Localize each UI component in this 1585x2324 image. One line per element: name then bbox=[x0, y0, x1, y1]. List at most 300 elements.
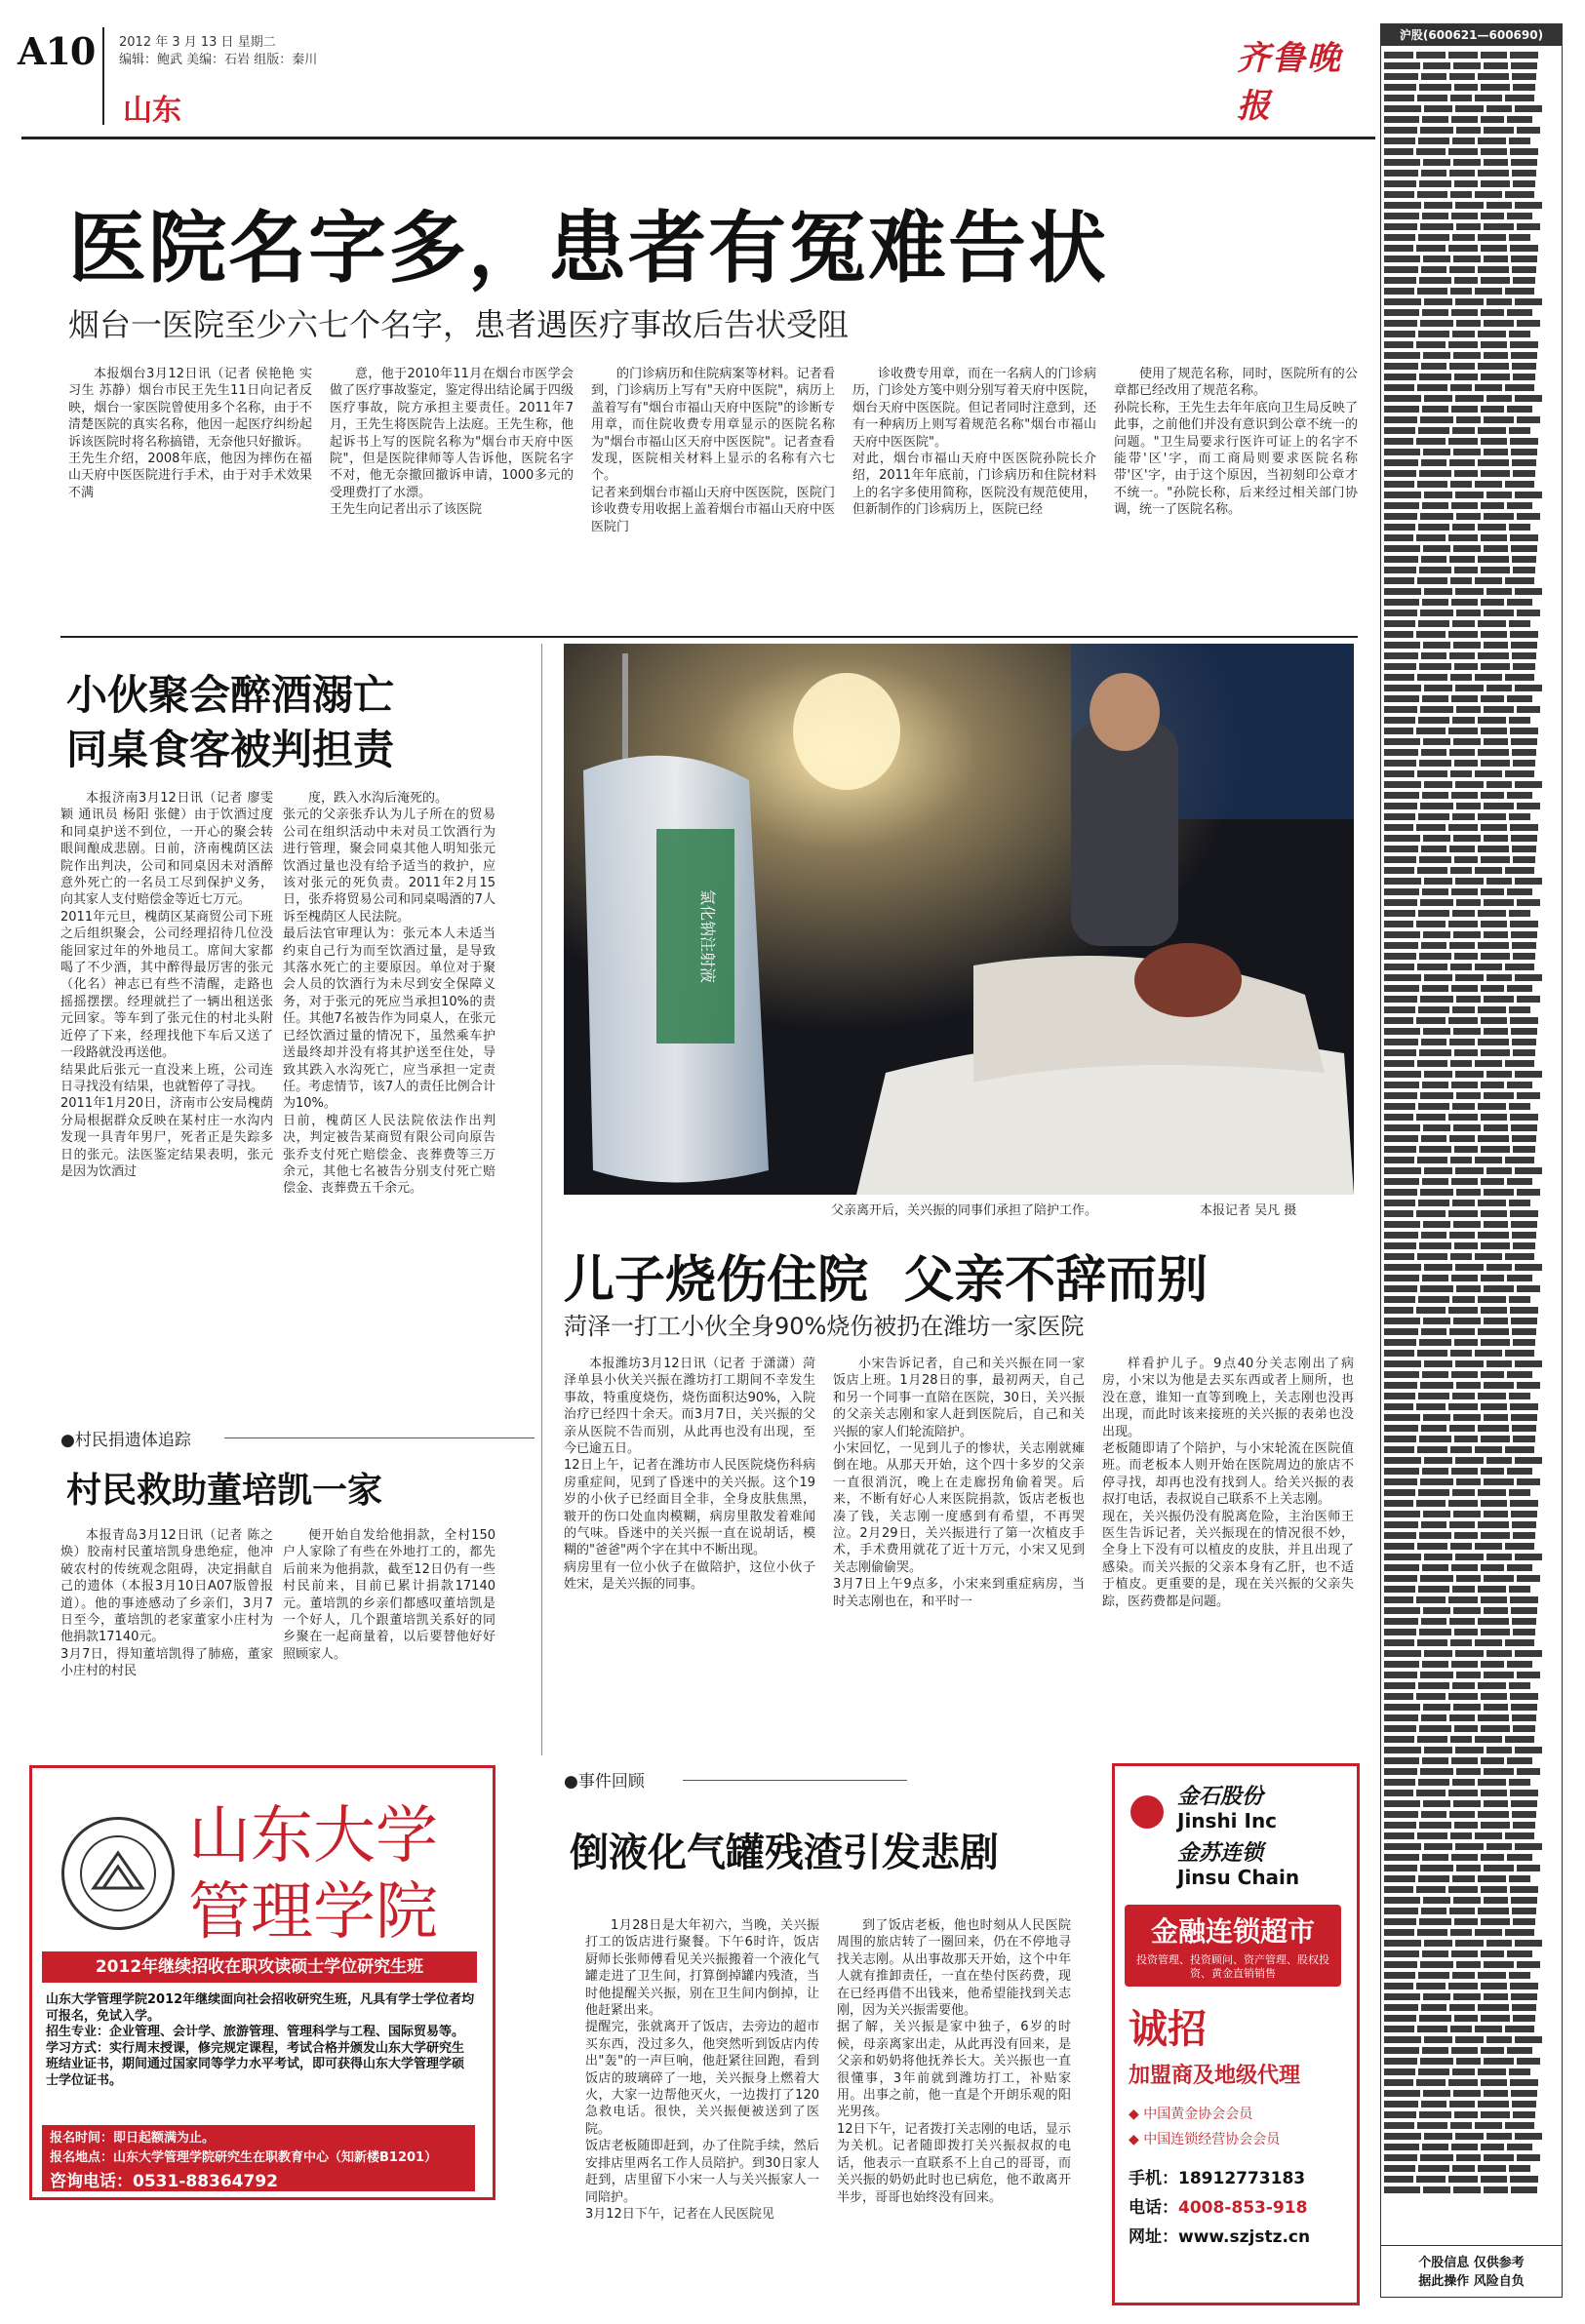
stock-cell-placeholder bbox=[1451, 1468, 1478, 1475]
stock-cell-placeholder bbox=[1454, 760, 1478, 767]
jinshi-logo-icon bbox=[1130, 1795, 1164, 1829]
stock-cell-placeholder bbox=[1515, 1747, 1542, 1753]
stock-cell-placeholder bbox=[1452, 2165, 1475, 2172]
stock-cell-placeholder bbox=[1507, 695, 1532, 702]
stock-row bbox=[1384, 768, 1559, 779]
stock-cell-placeholder bbox=[1481, 2047, 1504, 2054]
stock-cell-placeholder bbox=[1418, 813, 1449, 820]
stock-row bbox=[1384, 1477, 1559, 1487]
stock-cell-placeholder bbox=[1478, 138, 1506, 144]
stock-cell-placeholder bbox=[1448, 728, 1478, 734]
stock-cell-placeholder bbox=[1384, 652, 1418, 659]
stock-cell-placeholder bbox=[1481, 663, 1510, 670]
stock-cell-placeholder bbox=[1510, 1114, 1538, 1121]
iv-bag-label: 氯化钠注射液 bbox=[698, 888, 717, 984]
stock-cell-placeholder bbox=[1384, 52, 1413, 59]
stock-cell-placeholder bbox=[1511, 1511, 1537, 1517]
stock-cell-placeholder bbox=[1454, 2111, 1478, 2118]
stock-cell-placeholder bbox=[1451, 502, 1478, 509]
ad-university-title-2: 管理学院 bbox=[188, 1876, 438, 1949]
stock-cell-placeholder bbox=[1448, 2176, 1478, 2183]
stock-cell-placeholder bbox=[1452, 1682, 1475, 1689]
stock-cell-placeholder bbox=[1478, 266, 1509, 273]
stock-cell-placeholder bbox=[1486, 974, 1512, 981]
stock-cell-placeholder bbox=[1481, 438, 1507, 445]
stock-cell-placeholder bbox=[1481, 534, 1507, 541]
stock-cell-placeholder bbox=[1507, 599, 1532, 606]
stock-cell-placeholder bbox=[1384, 1983, 1413, 1989]
stock-row bbox=[1384, 876, 1559, 886]
jinshi-contacts bbox=[1129, 2164, 1345, 2252]
stock-cell-placeholder bbox=[1509, 2165, 1530, 2172]
stock-cell-placeholder bbox=[1515, 1650, 1542, 1657]
stock-cell-placeholder bbox=[1449, 1425, 1475, 1432]
stock-cell-placeholder bbox=[1384, 256, 1420, 262]
stock-cell-placeholder bbox=[1478, 2068, 1506, 2075]
stock-row bbox=[1384, 1241, 1559, 1251]
stock-row bbox=[1384, 1401, 1559, 1412]
stock-cell-placeholder bbox=[1517, 1189, 1540, 1196]
stock-cell-placeholder bbox=[1421, 652, 1446, 659]
stock-cell-placeholder bbox=[1478, 1425, 1509, 1432]
stock-cell-placeholder bbox=[1384, 1178, 1419, 1185]
stock-cell-placeholder bbox=[1421, 1811, 1446, 1818]
stock-cell-placeholder bbox=[1478, 170, 1509, 177]
stock-cell-placeholder bbox=[1481, 695, 1504, 702]
stock-cell-placeholder bbox=[1517, 1092, 1540, 1099]
stock-cell-placeholder bbox=[1384, 1071, 1421, 1078]
stock-cell-placeholder bbox=[1478, 813, 1506, 820]
stock-cell-placeholder bbox=[1510, 2079, 1538, 2086]
stock-row bbox=[1384, 865, 1559, 876]
stock-cell-placeholder bbox=[1423, 835, 1450, 842]
stock-row bbox=[1384, 511, 1559, 522]
stock-cell-placeholder bbox=[1450, 384, 1472, 391]
stock-cell-placeholder bbox=[1478, 1618, 1509, 1625]
story5-kicker-text: 事件回顾 bbox=[577, 1772, 645, 1792]
stock-row bbox=[1384, 1080, 1559, 1090]
stock-cell-placeholder bbox=[1418, 2068, 1449, 2075]
stock-cell-placeholder bbox=[1423, 1124, 1450, 1131]
stock-cell-placeholder bbox=[1475, 95, 1502, 101]
stock-cell-placeholder bbox=[1417, 867, 1447, 874]
stock-cell-placeholder bbox=[1420, 1768, 1453, 1775]
stock-cell-placeholder bbox=[1384, 105, 1421, 112]
stock-row bbox=[1384, 672, 1559, 683]
stock-cell-placeholder bbox=[1511, 2186, 1537, 2193]
stock-cell-placeholder bbox=[1423, 1800, 1450, 1807]
stock-cell-placeholder bbox=[1453, 1124, 1481, 1131]
stock-row bbox=[1384, 983, 1559, 994]
stock-cell-placeholder bbox=[1419, 277, 1451, 284]
stock-cell-placeholder bbox=[1486, 685, 1512, 691]
stock-cell-placeholder bbox=[1384, 620, 1415, 627]
stock-cell-placeholder bbox=[1512, 1521, 1536, 1528]
stock-cell-placeholder bbox=[1384, 148, 1413, 155]
stock-cell-placeholder bbox=[1517, 1285, 1540, 1292]
stock-cell-placeholder bbox=[1475, 481, 1502, 488]
stock-cell-placeholder bbox=[1384, 567, 1416, 573]
stock-cell-placeholder bbox=[1511, 62, 1537, 69]
stock-row bbox=[1384, 1627, 1559, 1637]
stock-cell-placeholder bbox=[1513, 856, 1535, 863]
stock-cell-placeholder bbox=[1481, 1564, 1504, 1571]
stock-cell-placeholder bbox=[1456, 996, 1481, 1003]
stock-cell-placeholder bbox=[1478, 1200, 1506, 1206]
stock-cell-placeholder bbox=[1486, 1650, 1512, 1657]
stock-cell-placeholder bbox=[1451, 1275, 1478, 1281]
stock-cell-placeholder bbox=[1418, 331, 1449, 337]
stock-cell-placeholder bbox=[1481, 1339, 1510, 1346]
stock-cell-placeholder bbox=[1481, 1790, 1507, 1796]
stock-cell-placeholder bbox=[1416, 148, 1446, 155]
stock-cell-placeholder bbox=[1513, 1436, 1535, 1442]
stock-cell-placeholder bbox=[1421, 846, 1446, 852]
stock-cell-placeholder bbox=[1510, 1693, 1538, 1700]
stock-cell-placeholder bbox=[1384, 524, 1415, 531]
stock-row bbox=[1384, 1916, 1559, 1927]
stock-cell-placeholder bbox=[1421, 1425, 1446, 1432]
stock-cell-placeholder bbox=[1517, 803, 1540, 809]
stock-row bbox=[1384, 1208, 1559, 1219]
stock-cell-placeholder bbox=[1484, 2090, 1508, 2097]
stock-row bbox=[1384, 1970, 1559, 1981]
stock-cell-placeholder bbox=[1455, 2036, 1484, 2043]
stock-cell-placeholder bbox=[1507, 1757, 1532, 1764]
stock-cell-placeholder bbox=[1423, 1993, 1450, 2000]
stock-cell-placeholder bbox=[1481, 888, 1504, 895]
stock-row bbox=[1384, 307, 1559, 318]
stock-cell-placeholder bbox=[1484, 545, 1508, 552]
stock-cell-placeholder bbox=[1453, 352, 1481, 359]
stock-cell-placeholder bbox=[1384, 599, 1419, 606]
stock-cell-placeholder bbox=[1484, 1382, 1514, 1389]
stock-cell-placeholder bbox=[1451, 695, 1478, 702]
stock-cell-placeholder bbox=[1419, 1822, 1451, 1829]
stock-cell-placeholder bbox=[1517, 1478, 1540, 1485]
stock-cell-placeholder bbox=[1384, 470, 1416, 477]
stock-cell-placeholder bbox=[1384, 931, 1420, 938]
stock-cell-placeholder bbox=[1486, 1554, 1512, 1560]
stock-row bbox=[1384, 1648, 1559, 1659]
stock-row bbox=[1384, 1659, 1559, 1670]
stock-cell-placeholder bbox=[1424, 1457, 1452, 1464]
stock-cell-placeholder bbox=[1420, 2154, 1453, 2161]
stock-cell-placeholder bbox=[1384, 1521, 1418, 1528]
stock-cell-placeholder bbox=[1478, 1489, 1506, 1496]
stock-cell-placeholder bbox=[1481, 1693, 1507, 1700]
stock-cell-placeholder bbox=[1384, 1436, 1416, 1442]
stock-cell-placeholder bbox=[1456, 706, 1481, 713]
stock-cell-placeholder bbox=[1484, 2186, 1508, 2193]
stock-row bbox=[1384, 1831, 1559, 1841]
stock-cell-placeholder bbox=[1511, 642, 1537, 649]
stock-cell-placeholder bbox=[1481, 1950, 1504, 1957]
stock-row bbox=[1384, 1745, 1559, 1755]
stock-cell-placeholder bbox=[1510, 921, 1538, 927]
stock-cell-placeholder bbox=[1453, 835, 1481, 842]
stock-cell-placeholder bbox=[1484, 1768, 1514, 1775]
stock-cell-placeholder bbox=[1512, 170, 1536, 177]
jinshi-member-2 bbox=[1129, 2129, 1280, 2148]
stock-row bbox=[1384, 1026, 1559, 1037]
stock-cell-placeholder bbox=[1478, 524, 1506, 531]
stock-cell-placeholder bbox=[1513, 470, 1535, 477]
stock-cell-placeholder bbox=[1475, 1832, 1502, 1839]
stock-cell-placeholder bbox=[1384, 1382, 1417, 1389]
stock-cell-placeholder bbox=[1507, 502, 1532, 509]
stock-cell-placeholder bbox=[1384, 1854, 1419, 1861]
stock-row bbox=[1384, 704, 1559, 715]
stock-row bbox=[1384, 919, 1559, 929]
stock-cell-placeholder bbox=[1419, 856, 1451, 863]
stock-cell-placeholder bbox=[1512, 1039, 1536, 1045]
stock-cell-placeholder bbox=[1450, 1543, 1472, 1550]
stock-row bbox=[1384, 1927, 1559, 1938]
stock-cell-placeholder bbox=[1422, 1468, 1448, 1475]
stock-cell-placeholder bbox=[1512, 1811, 1536, 1818]
stock-cell-placeholder bbox=[1449, 1135, 1475, 1142]
stock-cell-placeholder bbox=[1454, 567, 1478, 573]
stock-cell-placeholder bbox=[1513, 374, 1535, 380]
stock-cell-placeholder bbox=[1515, 878, 1542, 885]
stock-cell-placeholder bbox=[1484, 1993, 1508, 2000]
stock-cell-placeholder bbox=[1509, 1200, 1530, 1206]
stock-cell-placeholder bbox=[1421, 1908, 1446, 1914]
stock-cell-placeholder bbox=[1452, 234, 1475, 241]
stock-cell-placeholder bbox=[1384, 138, 1415, 144]
stock-cell-placeholder bbox=[1384, 1832, 1414, 1839]
stock-cell-placeholder bbox=[1384, 1950, 1419, 1957]
stock-row bbox=[1384, 1283, 1559, 1294]
stock-cell-placeholder bbox=[1384, 1039, 1418, 1045]
stock-cell-placeholder bbox=[1419, 180, 1451, 187]
stock-cell-placeholder bbox=[1420, 899, 1453, 906]
stock-row bbox=[1384, 2013, 1559, 2024]
stock-cell-placeholder bbox=[1505, 1446, 1534, 1453]
stock-cell-placeholder bbox=[1449, 652, 1475, 659]
stock-cell-placeholder bbox=[1448, 341, 1478, 348]
stock-cell-placeholder bbox=[1512, 363, 1536, 370]
stock-row bbox=[1384, 1530, 1559, 1541]
stock-cell-placeholder bbox=[1478, 1811, 1509, 1818]
stock-cell-placeholder bbox=[1420, 1382, 1453, 1389]
stock-row bbox=[1384, 790, 1559, 801]
stock-row bbox=[1384, 1605, 1559, 1616]
stock-cell-placeholder bbox=[1450, 1929, 1472, 1936]
stock-cell-placeholder bbox=[1478, 1586, 1506, 1593]
stock-row bbox=[1384, 1466, 1559, 1477]
stock-cell-placeholder bbox=[1507, 309, 1532, 316]
stock-cell-placeholder bbox=[1486, 105, 1512, 112]
stock-cell-placeholder bbox=[1424, 878, 1452, 885]
stock-row bbox=[1384, 200, 1559, 211]
stock-cell-placeholder bbox=[1513, 567, 1535, 573]
stock-footer-line1: 个股信息 仅供参考 bbox=[1418, 2256, 1525, 2270]
stock-row bbox=[1384, 1873, 1559, 1884]
stock-row bbox=[1384, 1444, 1559, 1455]
stock-cell-placeholder bbox=[1510, 1403, 1538, 1410]
stock-cell-placeholder bbox=[1384, 1661, 1419, 1668]
stock-cell-placeholder bbox=[1481, 277, 1510, 284]
stock-cell-placeholder bbox=[1424, 1940, 1452, 1947]
stock-cell-placeholder bbox=[1481, 1178, 1504, 1185]
stock-row bbox=[1384, 1766, 1559, 1777]
stock-cell-placeholder bbox=[1450, 288, 1472, 295]
stock-row bbox=[1384, 479, 1559, 490]
stock-cell-placeholder bbox=[1509, 620, 1530, 627]
stock-cell-placeholder bbox=[1384, 888, 1419, 895]
stock-cell-placeholder bbox=[1417, 1832, 1447, 1839]
stock-row bbox=[1384, 221, 1559, 232]
stock-cell-placeholder bbox=[1455, 1071, 1484, 1078]
stock-cell-placeholder bbox=[1515, 2133, 1542, 2140]
stock-cell-placeholder bbox=[1384, 1028, 1420, 1035]
stock-cell-placeholder bbox=[1451, 1757, 1478, 1764]
stock-cell-placeholder bbox=[1422, 888, 1448, 895]
stock-row bbox=[1384, 2067, 1559, 2077]
stock-cell-placeholder bbox=[1484, 1092, 1514, 1099]
stock-cell-placeholder bbox=[1419, 2015, 1451, 2022]
stock-row bbox=[1384, 543, 1559, 554]
stock-cell-placeholder bbox=[1384, 1822, 1416, 1829]
story4-column-3: 样看护儿子。9点40分关志刚出了病房，小宋以为他是去买东西或者上厕所，也没在意，谁知一直等到晚上，关志刚也没再出现，而此时该来接班的关兴振的表弟也没出现。 老板随即请了个陪护，与小宋轮流在医院值班。而老板本人则开始在医院周边的旅店不停寻找，却再也没有找到人。给关兴振的表叔打电话，表叔说自己联系不上关志刚。 现在，关兴振仍没有脱离危险，主治医师王医生告诉记者，关兴振现在的情况很不妙，全身上下没有可以植皮的皮肤，并且出现了感染。而关兴振的父亲本身有乙肝，也不适于植皮。更重要的是，现在关兴振的父亲失踪，医药费都是问题。 bbox=[1102, 1357, 1354, 1609]
stock-cell-placeholder bbox=[1511, 1897, 1537, 1904]
stock-cell-placeholder bbox=[1384, 1532, 1416, 1539]
stock-cell-placeholder bbox=[1422, 116, 1448, 123]
stock-cell-placeholder bbox=[1513, 2015, 1535, 2022]
stock-cell-placeholder bbox=[1384, 1146, 1416, 1153]
stock-cell-placeholder bbox=[1510, 52, 1538, 59]
story3-column-1: 本报青岛3月12日讯（记者 陈之焕）胶南村民董培凯身患绝症，他冲破农村的传统观念阻碍，决定捐献自己的遗体（本报3月10日A07版曾报道）。他的事迹感动了乡亲们，3月7日至今，董培凯的老家董家小庄村为他捐款17140元。 3月7日，得知董培凯得了肺癌，董家小庄村的村民 bbox=[60, 1528, 273, 1679]
stock-cell-placeholder bbox=[1384, 1543, 1414, 1550]
stock-cell-placeholder bbox=[1513, 1822, 1535, 1829]
stock-cell-placeholder bbox=[1509, 138, 1530, 144]
stock-cell-placeholder bbox=[1384, 84, 1416, 91]
stock-row bbox=[1384, 886, 1559, 897]
stock-cell-placeholder bbox=[1384, 95, 1414, 101]
ad-university bbox=[29, 1765, 495, 2200]
story3-column-2: 便开始自发给他捐款，全村150户人家除了有些在外地打工的，都先后前来为他捐款，截至12日仍有一些村民前来，目前已累计捐款17140元。董培凯的乡亲们都感叹董培凯是一个好人，几个跟董培凯关系好的同乡聚在一起商量着，以后要替他好好照顾家人。 bbox=[283, 1528, 495, 1662]
stock-cell-placeholder bbox=[1384, 1714, 1418, 1721]
stock-cell-placeholder bbox=[1418, 427, 1449, 434]
stock-cell-placeholder bbox=[1455, 685, 1484, 691]
stock-row bbox=[1384, 2142, 1559, 2152]
stock-row bbox=[1384, 2174, 1559, 2185]
stock-cell-placeholder bbox=[1416, 2176, 1446, 2183]
stock-cell-placeholder bbox=[1416, 1307, 1446, 1314]
stock-panel bbox=[1380, 23, 1563, 2298]
stock-cell-placeholder bbox=[1422, 1661, 1448, 1668]
stock-cell-placeholder bbox=[1507, 1371, 1532, 1378]
kicker-bullet-icon: ● bbox=[60, 1431, 75, 1450]
stock-cell-placeholder bbox=[1417, 1253, 1447, 1260]
stock-cell-placeholder bbox=[1422, 406, 1448, 413]
stock-cell-placeholder bbox=[1384, 2176, 1413, 2183]
stock-cell-placeholder bbox=[1517, 1672, 1540, 1678]
stock-cell-placeholder bbox=[1384, 1779, 1415, 1786]
stock-cell-placeholder bbox=[1478, 1135, 1509, 1142]
stock-row bbox=[1384, 50, 1559, 60]
stock-cell-placeholder bbox=[1424, 202, 1452, 209]
jinshi-supermarket: 金融连锁超市 bbox=[1150, 1915, 1315, 1948]
stock-cell-placeholder bbox=[1384, 62, 1420, 69]
stock-cell-placeholder bbox=[1384, 502, 1419, 509]
stock-cell-placeholder bbox=[1384, 1318, 1420, 1324]
stock-cell-placeholder bbox=[1478, 1908, 1509, 1914]
stock-cell-placeholder bbox=[1420, 223, 1453, 230]
stock-cell-placeholder bbox=[1417, 1639, 1447, 1646]
stock-cell-placeholder bbox=[1481, 116, 1504, 123]
stock-cell-placeholder bbox=[1452, 813, 1475, 820]
stock-cell-placeholder bbox=[1511, 1124, 1537, 1131]
story2-vertical-rule bbox=[541, 644, 542, 1755]
stock-cell-placeholder bbox=[1481, 728, 1507, 734]
stock-cell-placeholder bbox=[1384, 996, 1417, 1003]
stock-cell-placeholder bbox=[1454, 856, 1478, 863]
stock-cell-placeholder bbox=[1448, 1790, 1478, 1796]
stock-cell-placeholder bbox=[1454, 1339, 1478, 1346]
stock-cell-placeholder bbox=[1515, 1071, 1542, 1078]
stock-cell-placeholder bbox=[1478, 331, 1506, 337]
stock-row bbox=[1384, 329, 1559, 339]
story5-headline: 倒液化气罐残渣引发悲剧 bbox=[570, 1830, 999, 1875]
stock-cell-placeholder bbox=[1417, 770, 1447, 777]
stock-cell-placeholder bbox=[1481, 760, 1510, 767]
university-seal-icon bbox=[64, 1820, 172, 1927]
stock-cell-placeholder bbox=[1481, 52, 1507, 59]
stock-cell-placeholder bbox=[1510, 631, 1538, 638]
stock-cell-placeholder bbox=[1416, 1693, 1446, 1700]
stock-cell-placeholder bbox=[1512, 556, 1536, 563]
stock-cell-placeholder bbox=[1481, 599, 1504, 606]
story3-kicker bbox=[60, 1426, 191, 1450]
stock-cell-placeholder bbox=[1484, 223, 1514, 230]
stock-cell-placeholder bbox=[1416, 1017, 1446, 1024]
stock-cell-placeholder bbox=[1478, 1779, 1506, 1786]
stock-cell-placeholder bbox=[1423, 642, 1450, 649]
stock-cell-placeholder bbox=[1481, 84, 1510, 91]
stock-cell-placeholder bbox=[1448, 2079, 1478, 2086]
stock-cell-placeholder bbox=[1484, 835, 1508, 842]
stock-cell-placeholder bbox=[1384, 374, 1416, 380]
stock-cell-placeholder bbox=[1475, 867, 1502, 874]
stock-cell-placeholder bbox=[1451, 213, 1478, 219]
stock-cell-placeholder bbox=[1418, 620, 1449, 627]
stock-cell-placeholder bbox=[1515, 1554, 1542, 1560]
stock-cell-placeholder bbox=[1384, 191, 1414, 198]
stock-cell-placeholder bbox=[1384, 2144, 1419, 2150]
stock-cell-placeholder bbox=[1421, 1618, 1446, 1625]
stock-cell-placeholder bbox=[1455, 2133, 1484, 2140]
story3-kicker-text: 村民捐遗体追踪 bbox=[74, 1431, 191, 1450]
stock-cell-placeholder bbox=[1454, 1725, 1478, 1732]
stock-cell-placeholder bbox=[1384, 309, 1419, 316]
stock-cell-placeholder bbox=[1509, 1875, 1530, 1882]
stock-cell-placeholder bbox=[1384, 202, 1421, 209]
stock-cell-placeholder bbox=[1452, 138, 1475, 144]
stock-cell-placeholder bbox=[1453, 1993, 1481, 2000]
stock-cell-placeholder bbox=[1419, 374, 1451, 380]
stock-cell-placeholder bbox=[1454, 1918, 1478, 1925]
stock-cell-placeholder bbox=[1513, 1532, 1535, 1539]
story4-subheadline: 菏泽一打工小伙全身90%烧伤被扔在潍坊一家医院 bbox=[564, 1313, 1085, 1340]
stock-cell-placeholder bbox=[1450, 191, 1472, 198]
stock-cell-placeholder bbox=[1417, 1929, 1447, 1936]
stock-row bbox=[1384, 2056, 1559, 2067]
stock-cell-placeholder bbox=[1484, 1478, 1514, 1485]
stock-cell-placeholder bbox=[1384, 1242, 1416, 1249]
